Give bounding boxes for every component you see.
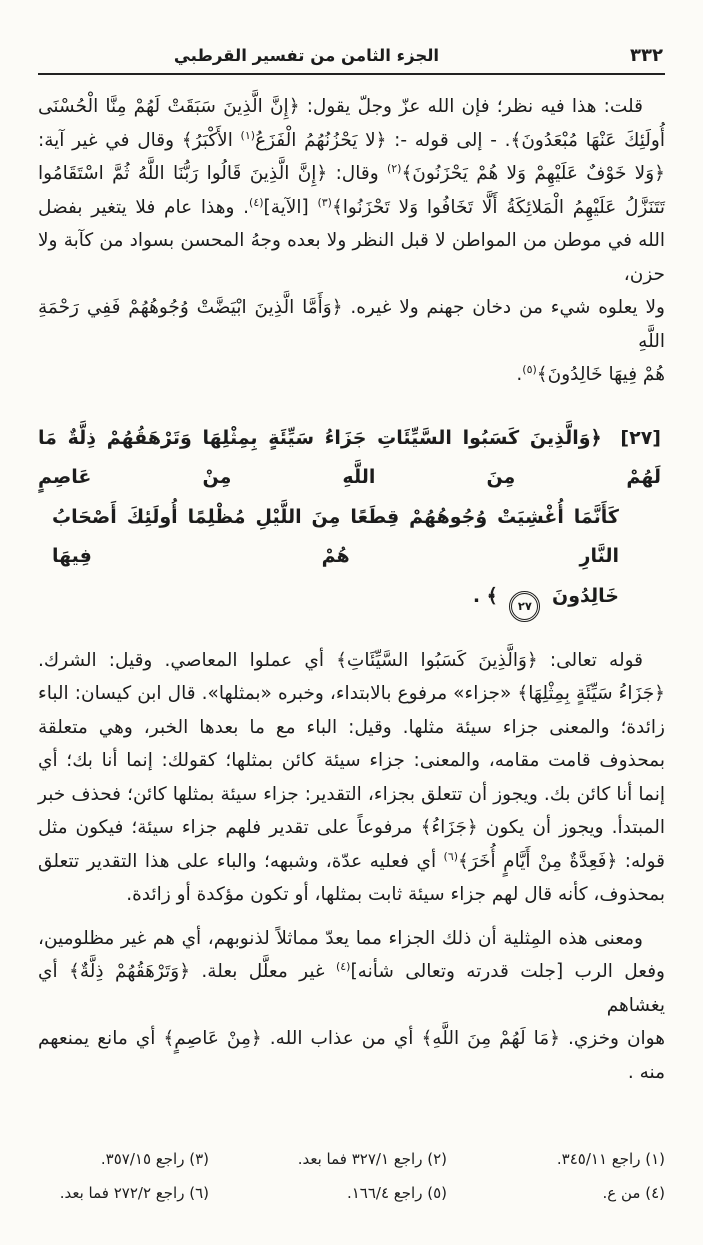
verse-text: ﴿وَالَّذِينَ كَسَبُوا السَّيِّئَاتِ جَزَاءُ سَيِّئَةٍ بِمِثْلِهَا وَتَرْهَقُهُمْ ذِلَّةٌ مَا لَهُمْ مِنَ اللَّهِ مِنْ عَاصِمٍ [38, 426, 661, 488]
text-line: بمحذوف قامت مقامه، والمعنى: جزاء سيئة كائن بمثلها؛ كقولك: إنما أنا بك؛ أي [38, 750, 665, 772]
text-line: قوله: ﴿فَعِدَّةٌ مِنْ أَيَّامٍ أُخَرَ﴾$^{(٦)}$ أي فعليه عدّة، وشبهه؛ والباء على هذا التقدير تتعلق [38, 849, 665, 872]
verse-text: خَالِدُونَ [552, 584, 619, 607]
footnote-item: (١) راجع ١١‏/٣٤٥. [556, 1150, 665, 1169]
text-line: منه . [627, 1061, 665, 1083]
verse-close-bracket: ﴾ . [472, 584, 498, 607]
intro-paragraph [38, 90, 665, 392]
commentary-paragraph [38, 644, 665, 912]
text-line: قلت: هذا فيه نظر؛ فإن الله عزّ وجلّ يقول: ﴿إِنَّ الَّذِينَ سَبَقَتْ لَهُمْ مِنَّا الْحُسْنَى [38, 96, 643, 117]
verse-line: كَأَنَّمَا أُغْشِيَتْ وُجُوهُهُمْ قِطَعًا مِنَ اللَّيْلِ مُظْلِمًا أُولَئِكَ أَصْحَابُ النَّارِ هُمْ فِيهَا [52, 505, 619, 567]
text-line: المبتدأ. ويجوز أن يكون ﴿جَزَاءُ﴾ مرفوعاً على تقدير فلهم جزاء سيئة؛ فيكون مثل [38, 817, 665, 839]
text-line: قوله تعالى: ﴿وَالَّذِينَ كَسَبُوا السَّيِّئَاتِ﴾ أي عملوا المعاصي. وقيل: الشرك. [38, 649, 643, 671]
text-line: زائدة؛ والمعنى جزاء سيئة مثلها. وقيل: الباء مع ما بعدها الخبر، وهي متعلقة [38, 716, 665, 738]
quran-verse-block [38, 419, 661, 622]
footnotes-section [38, 1147, 665, 1205]
page-body [38, 90, 665, 1089]
text-line: ولا يعلوه شيء من دخان جهنم ولا غيره. ﴿وَأَمَّا الَّذِينَ ابْيَضَّتْ وُجُوهُهُمْ فَفِي رَحْمَةِ اللَّهِ [38, 297, 665, 352]
ayah-end-marker: ٢٧ [509, 591, 540, 622]
text-line: إنما أنا كائن بك. ويجوز أن تتعلق بجزاء، التقدير: جزاء سيئة بمثلها كائن؛ فحذف خبر [38, 783, 665, 805]
book-title: الجزء الثامن من تفسير القرطبي [173, 46, 440, 65]
text-line: ﴿وَلا خَوْفٌ عَلَيْهِمْ وَلا هُمْ يَحْزَنُونَ﴾$^{(٢)}$ وقال: ﴿إِنَّ الَّذِينَ قَالُوا رَبُّنَا اللَّهُ ثُمَّ اسْتَقَامُوا [38, 161, 666, 184]
page-header [38, 44, 665, 70]
page-number: ٣٣٢ [630, 45, 663, 66]
header-rule [38, 73, 665, 75]
verse-number-label: [٢٧] [620, 426, 661, 449]
footnote-item: (٥) راجع ٤‏/١٦٦. [346, 1184, 447, 1203]
text-line: تَتَنَزَّلُ عَلَيْهِمُ الْمَلائِكَةُ أَلَّا تَخَافُوا وَلا تَحْزَنُوا﴾$^{(٣)}$ [الآية]$^{(٤)}$. وهذا عام فلا يتغير بفضل [38, 195, 665, 218]
verse-line [38, 577, 661, 622]
verse-line [38, 419, 661, 498]
text-line: ﴿جَزَاءُ سَيِّئَةٍ بِمِثْلِهَا﴾ «جزاء» مرفوع بالابتداء، وخبره «بمثلها». قال ابن كيسان: الباء [38, 683, 665, 705]
text-line: بمحذوف، كأنه قال لهم جزاء سيئة ثابت بمثلها، أو تكون مؤكدة أو زائدة. [126, 884, 665, 906]
text-line: أُولَئِكَ عَنْهَا مُبْعَدُونَ﴾. - إلى قوله -: ﴿لا يَحْزُنُهُمُ الْفَزَعُ$^{(١)}$ الأَكْبَرُ﴾ وقال في غير آية: [38, 128, 665, 151]
text-line: الله في موطن من المواطن لا قبل النظر ولا بعده وجهُ المحسن بسواد من كآبة ولا حزن، [38, 230, 665, 285]
footnote-item: (٣) راجع ١٥‏/٣٥٧. [100, 1150, 209, 1169]
footnote-item: (٦) راجع ٢‏/٢٧٢ فما بعد. [59, 1184, 209, 1203]
footnote-item: (٤) من ع. [602, 1184, 665, 1203]
footnote-item: (٢) راجع ١‏/٣٢٧ فما بعد. [297, 1150, 447, 1169]
text-line: هوان وخزي. ﴿مَا لَهُمْ مِنَ اللَّهِ﴾ أي من عذاب الله. ﴿مِنْ عَاصِمٍ﴾ أي مانع يمنعهم [38, 1028, 665, 1050]
text-line: هُمْ فِيهَا خَالِدُونَ﴾$^{(٥)}$. [516, 362, 665, 385]
text-line: ومعنى هذه المِثلية أن ذلك الجزاء مما يعدّ مماثلاً لذنوبهم، أي هم غير مظلومين، [38, 927, 643, 949]
text-line: وفعل الرب [جلت قدرته وتعالى شأنه]$^{(٤)}$ غير معلَّل بعلة. ﴿وَتَرْهَقُهُمْ ذِلَّةٌ﴾ أي يغشاهم [38, 960, 665, 1016]
commentary-paragraph [38, 922, 665, 1090]
